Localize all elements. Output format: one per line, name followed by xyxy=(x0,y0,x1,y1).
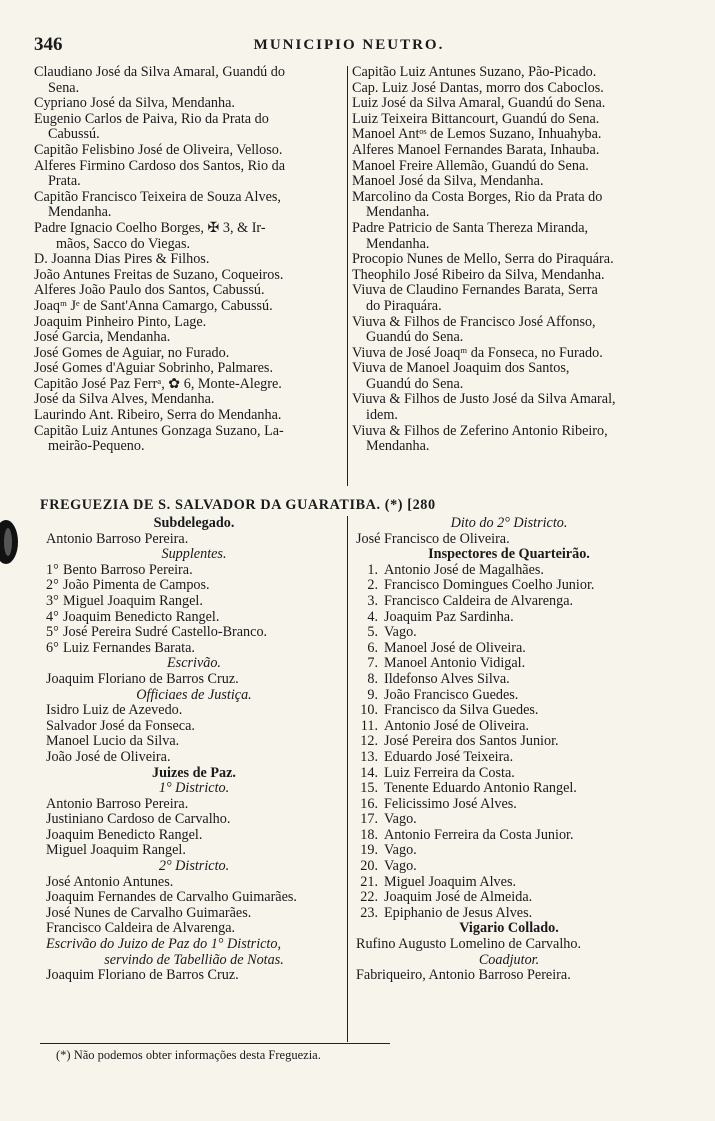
list-item: 16. Felicissimo José Alves. xyxy=(360,796,517,812)
list-item: 1° Bento Barroso Pereira. xyxy=(46,562,193,578)
list-item: Joaquim Fernandes de Carvalho Guimarães. xyxy=(46,890,297,906)
list-item: 12. José Pereira dos Santos Junior. xyxy=(360,734,559,750)
list-item: 4° Joaquim Benedicto Rangel. xyxy=(46,609,220,625)
top-right-column xyxy=(352,65,662,455)
list-item: 5° José Pereira Sudré Castello-Branco. xyxy=(46,625,268,641)
entry-line: Guandú do Sena. xyxy=(366,376,464,392)
entry-line: João Antunes Freitas de Suzano, Coqueiros. xyxy=(34,267,284,283)
list-item: Miguel Joaquim Rangel. xyxy=(46,843,186,859)
footnote-rule xyxy=(40,1043,390,1044)
entry-line: Alferes João Paulo dos Santos, Cabussú. xyxy=(34,283,265,299)
list-item: 17. Vago. xyxy=(360,812,417,828)
entry-line: José Gomes de Aguiar, no Furado. xyxy=(34,345,230,361)
entry-line: Padre Patricio de Santa Thereza Miranda, xyxy=(352,220,589,236)
list-item: 3. Francisco Caldeira de Alvarenga. xyxy=(367,593,574,609)
entry-line: Cypriano José da Silva, Mendanha. xyxy=(34,96,235,112)
entry-line: Cap. Luiz José Dantas, morro dos Caboclos. xyxy=(352,80,604,96)
district-2-heading: 2° Districto. xyxy=(158,859,230,875)
entry-line: Capitão Francisco Teixeira de Souza Alves, xyxy=(34,189,281,205)
list-item: 2. Francisco Domingues Coelho Junior. xyxy=(367,578,595,594)
escrivao-juizo-subheading: servindo de Tabellião de Notas. xyxy=(104,952,284,968)
list-item: José Antonio Antunes. xyxy=(46,874,174,890)
subdelegado-name: Antonio Barroso Pereira. xyxy=(46,531,189,547)
entry-line: Marcolino da Costa Borges, Rio da Prata do xyxy=(352,189,603,205)
list-item: 20. Vago. xyxy=(360,859,417,875)
entry-line: Procopio Nunes de Mello, Serra do Piraquára. xyxy=(352,252,614,268)
entry-line: mãos, Sacco do Viegas. xyxy=(56,236,191,252)
list-item: 4. Joaquim Paz Sardinha. xyxy=(367,609,514,625)
escrivao-juizo-name: Joaquim Floriano de Barros Cruz. xyxy=(46,968,239,984)
entry-line: Viuva de José Joaqᵐ da Fonseca, no Furado. xyxy=(352,345,603,361)
entry-line: meirão-Pequeno. xyxy=(48,439,145,455)
supplentes-heading: Supplentes. xyxy=(161,547,227,563)
entry-line: Luiz Teixeira Bittancourt, Guandú do Sena. xyxy=(352,111,600,127)
district-1-heading: 1° Districto. xyxy=(158,781,230,797)
list-item: 5. Vago. xyxy=(367,625,417,641)
entry-line: Capitão Luiz Antunes Suzano, Pão-Picado. xyxy=(352,65,597,80)
entry-line: Guandú do Sena. xyxy=(366,330,464,346)
footnote: (*) Não podemos obter informações desta Freguezia. xyxy=(56,1048,321,1062)
list-item: 9. João Francisco Guedes. xyxy=(367,687,519,703)
vigario-name: Rufino Augusto Lomelino de Carvalho. xyxy=(356,937,582,953)
list-item: Justiniano Cardoso de Carvalho. xyxy=(46,812,231,828)
list-item: Joaquim Benedicto Rangel. xyxy=(46,827,203,843)
list-item: 22. Joaquim José de Almeida. xyxy=(360,890,533,906)
lower-right-column xyxy=(356,516,662,984)
entry-line: Cabussú. xyxy=(48,127,100,143)
section-title: FREGUEZIA DE S. SALVADOR DA GUARATIBA. (*) [280 xyxy=(40,497,436,513)
list-item: 23. Epiphanio de Jesus Alves. xyxy=(360,905,533,921)
entry-line: Viuva & Filhos de Justo José da Silva Amaral, xyxy=(352,392,616,408)
vigario-heading: Vigario Collado. xyxy=(459,921,559,937)
binding-hole-icon xyxy=(0,516,22,568)
entry-line: Sena. xyxy=(48,80,80,96)
entry-line: Manoel Antᵒˢ de Lemos Suzano, Inhuahyba. xyxy=(352,127,602,143)
officiaes-heading: Officiaes de Justiça. xyxy=(136,687,252,703)
entry-line: Laurindo Ant. Ribeiro, Serra do Mendanha. xyxy=(34,408,282,424)
fabriqueiro-line: Fabriqueiro, Antonio Barroso Pereira. xyxy=(356,968,571,984)
entry-line: do Piraquára. xyxy=(366,298,442,314)
list-item: 15. Tenente Eduardo Antonio Rangel. xyxy=(360,781,577,797)
entry-line: Claudiano José da Silva Amaral, Guandú do xyxy=(34,65,285,80)
entry-line: Viuva & Filhos de Zeferino Antonio Ribeiro, xyxy=(352,423,608,439)
lower-left-column xyxy=(46,516,342,984)
entry-line: Alferes Firmino Cardoso dos Santos, Rio da xyxy=(34,158,286,174)
list-item: 10. Francisco da Silva Guedes. xyxy=(360,703,539,719)
escrivao-juizo-heading: Escrivão do Juizo de Paz do 1° Districto, xyxy=(46,937,282,953)
entry-line: Mendanha. xyxy=(366,205,430,221)
list-item: Antonio Barroso Pereira. xyxy=(46,796,189,812)
list-item: 7. Manoel Antonio Vidigal. xyxy=(367,656,526,672)
entry-line: Luiz José da Silva Amaral, Guandú do Sena. xyxy=(352,96,606,112)
list-item: 19. Vago. xyxy=(360,843,417,859)
entry-line: Viuva de Claudino Fernandes Barata, Serra xyxy=(352,283,598,299)
list-item: João José de Oliveira. xyxy=(46,749,171,765)
dito-name: José Francisco de Oliveira. xyxy=(356,531,510,547)
list-item: 1. Antonio José de Magalhães. xyxy=(367,562,544,578)
entry-line: José Garcia, Mendanha. xyxy=(34,330,171,346)
list-item: 3° Miguel Joaquim Rangel. xyxy=(46,593,203,609)
list-item: 6° Luiz Fernandes Barata. xyxy=(46,640,195,656)
dito-heading: Dito do 2° Districto. xyxy=(450,516,568,531)
entry-line: Joaqᵐ Jᵉ de Sant'Anna Camargo, Cabussú. xyxy=(34,298,273,314)
entry-line: José Gomes d'Aguiar Sobrinho, Palmares. xyxy=(34,361,273,377)
entry-line: Viuva & Filhos de Francisco José Affonso, xyxy=(352,314,596,330)
list-item: 11. Antonio José de Oliveira. xyxy=(360,718,529,734)
list-item: Salvador José da Fonseca. xyxy=(46,718,195,734)
column-divider-bottom xyxy=(347,516,348,1042)
entry-line: Capitão Felisbino José de Oliveira, Velloso. xyxy=(34,142,283,158)
list-item: 14. Luiz Ferreira da Costa. xyxy=(360,765,515,781)
coadjutor-heading: Coadjutor. xyxy=(478,952,540,968)
entry-line: Theophilo José Ribeiro da Silva, Mendanha. xyxy=(352,267,605,283)
entry-line: Prata. xyxy=(48,174,81,190)
subdelegado-heading: Subdelegado. xyxy=(153,516,235,531)
top-left-column xyxy=(34,65,344,455)
page-number: 346 xyxy=(34,34,63,55)
entry-line: Manoel Freire Allemão, Guandú do Sena. xyxy=(352,158,589,174)
list-item: Isidro Luiz de Azevedo. xyxy=(46,703,183,719)
entry-line: Eugenio Carlos de Paiva, Rio da Prata do xyxy=(34,111,269,127)
page-header xyxy=(34,34,664,58)
list-item: José Nunes de Carvalho Guimarães. xyxy=(46,905,252,921)
list-item: 8. Ildefonso Alves Silva. xyxy=(367,671,510,687)
list-item: 21. Miguel Joaquim Alves. xyxy=(360,874,517,890)
entry-line: idem. xyxy=(366,408,398,424)
list-item: 2° João Pimenta de Campos. xyxy=(46,578,210,594)
list-item: 13. Eduardo José Teixeira. xyxy=(360,749,514,765)
entry-line: Viuva de Manoel Joaquim dos Santos, xyxy=(352,361,570,377)
inspectores-heading: Inspectores de Quarteirão. xyxy=(428,547,590,563)
escrivao-heading: Escrivão. xyxy=(167,656,221,672)
list-item: 6. Manoel José de Oliveira. xyxy=(367,640,526,656)
column-divider-top xyxy=(347,66,348,486)
entry-line: Alferes Manoel Fernandes Barata, Inhauba. xyxy=(352,142,600,158)
entry-line: Padre Ignacio Coelho Borges, ✠ 3, & Ir- xyxy=(34,220,266,236)
running-title: MUNICIPIO NEUTRO. xyxy=(253,37,445,53)
list-item: 18. Antonio Ferreira da Costa Junior. xyxy=(360,827,574,843)
entry-line: D. Joanna Dias Pires & Filhos. xyxy=(34,252,210,268)
entry-line: José da Silva Alves, Mendanha. xyxy=(34,392,215,408)
list-item: Manoel Lucio da Silva. xyxy=(46,734,180,750)
entry-line: Capitão José Paz Ferrᵃ, ✿ 6, Monte-Alegre. xyxy=(34,376,282,392)
entry-line: Mendanha. xyxy=(366,439,430,455)
juizes-heading: Juizes de Paz. xyxy=(152,765,236,781)
entry-line: Joaquim Pinheiro Pinto, Lage. xyxy=(34,314,207,330)
entry-line: Mendanha. xyxy=(48,205,112,221)
entry-line: Capitão Luiz Antunes Gonzaga Suzano, La- xyxy=(34,423,284,439)
entry-line: Mendanha. xyxy=(366,236,430,252)
escrivao-name: Joaquim Floriano de Barros Cruz. xyxy=(46,671,239,687)
list-item: Francisco Caldeira de Alvarenga. xyxy=(46,921,236,937)
entry-line: Manoel José da Silva, Mendanha. xyxy=(352,174,544,190)
